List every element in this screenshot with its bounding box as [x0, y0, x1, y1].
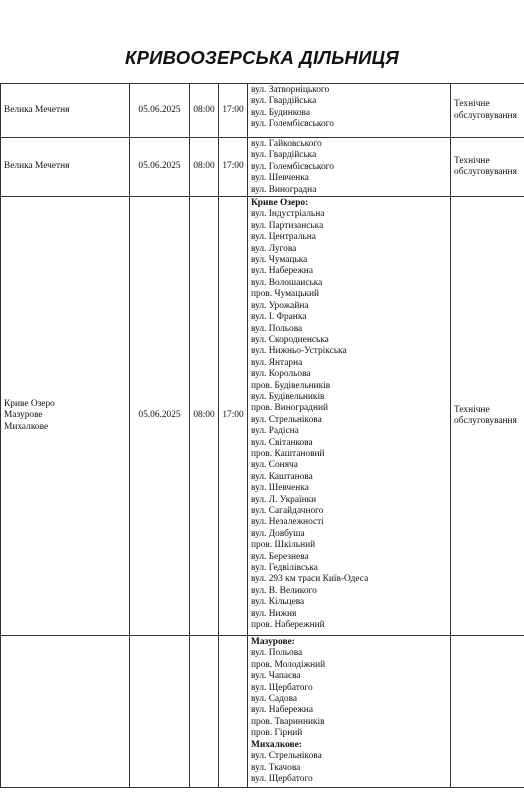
locality-heading: Криве Озеро: [251, 198, 309, 209]
street-item: вул. 293 км траси Київ-Одеса [251, 574, 369, 585]
streets-cell [248, 197, 451, 636]
table-row [1, 138, 524, 197]
settlement-name: Криве Озеро [4, 398, 55, 409]
street-item: вул. Щербатого [251, 773, 313, 784]
date-cell: 05.06.2025 [130, 138, 190, 197]
page-title: КРИВООЗЕРСЬКА ДІЛЬНИЦЯ [125, 47, 399, 68]
date-cell: 05.06.2025 [130, 197, 190, 636]
street-item: вул. Індустріальна [251, 209, 325, 220]
street-item: вул. Партизанська [251, 220, 324, 231]
street-item: вул. Радісна [251, 426, 299, 437]
settlement-cell [1, 84, 130, 138]
street-item: вул. Ткачова [251, 762, 301, 773]
street-item: вул. Гедвілівська [251, 563, 318, 574]
locality-heading: Мазурове: [251, 637, 295, 648]
streets-cell [248, 636, 451, 788]
settlement-name: Велика Мечетня [4, 104, 70, 115]
street-item: вул. Нижньо-Устрікська [251, 346, 347, 357]
street-item: вул. Янтарна [251, 357, 303, 368]
street-item: вул. Стрельнікова [251, 751, 322, 762]
reason-cell: Технічне обслуговування [451, 138, 524, 197]
settlement-cell [1, 197, 130, 636]
reason-cell: Технічне обслуговування [451, 84, 524, 138]
street-item: вул. Гвардійська [251, 150, 317, 161]
street-item: вул. Світанкова [251, 437, 313, 448]
street-item: вул. Центральна [251, 232, 316, 243]
start-time-cell: 08:00 [190, 138, 219, 197]
street-item: вул. Чумацька [251, 255, 308, 266]
street-item: вул. Шевченка [251, 173, 309, 184]
street-item: вул. Садова [251, 694, 298, 705]
street-item: пров. Набережний [251, 620, 325, 631]
street-item: вул. Щербатого [251, 682, 313, 693]
street-item: пров. Каштановий [251, 448, 325, 459]
street-item: вул. Набережна [251, 705, 313, 716]
end-time-cell: 17:00 [219, 138, 248, 197]
street-item: вул. Скородиенська [251, 334, 329, 345]
street-item: вул. В. Великого [251, 585, 317, 596]
reason-cell [451, 636, 524, 788]
street-item: вул. Виноградна [251, 184, 317, 195]
street-item: пров. Гірний [251, 728, 303, 739]
street-item: вул. Польова [251, 648, 303, 659]
street-item: вул. Польова [251, 323, 303, 334]
street-item: вул. Кільцева [251, 597, 305, 608]
street-item: вул. Каштанова [251, 471, 313, 482]
street-item: вул. Соняча [251, 460, 298, 471]
settlement-cell [1, 636, 130, 788]
date-cell [130, 636, 190, 788]
settlement-cell [1, 138, 130, 197]
street-item: пров. Молодіжний [251, 659, 326, 670]
street-item: вул. Гайковського [251, 139, 322, 149]
reason-cell: Технічне обслуговування [451, 197, 524, 636]
start-time-cell: 08:00 [190, 84, 219, 138]
street-item: пров. Шкільний [251, 540, 316, 551]
street-item: вул. Стрельнікова [251, 414, 322, 425]
streets-cell [248, 138, 451, 197]
date-cell: 05.06.2025 [130, 84, 190, 138]
end-time-cell [219, 636, 248, 788]
end-time-cell: 17:00 [219, 197, 248, 636]
street-item: вул. Набережна [251, 266, 313, 277]
street-item: вул. Чапаєва [251, 671, 301, 682]
street-item: вул. Л. Українки [251, 494, 317, 505]
street-item: вул. Гвардійська [251, 96, 317, 107]
street-item: вул. Урожайна [251, 300, 309, 311]
street-item: вул. Корольова [251, 369, 311, 380]
outage-schedule-table [0, 83, 524, 788]
settlement-name: Михалкове [4, 421, 49, 432]
street-item: пров. Тваринників [251, 716, 325, 727]
street-item: вул. Незалежності [251, 517, 324, 528]
street-item: пров. Чумацький [251, 289, 320, 300]
street-item: вул. Будівельників [251, 391, 325, 402]
table-row [1, 84, 524, 138]
street-item: вул. Будинкова [251, 107, 311, 118]
locality-heading: Михалкове: [251, 739, 302, 750]
street-item: вул. І. Франка [251, 312, 307, 323]
settlement-name: Велика Мечетня [4, 161, 70, 172]
street-item: вул. Голембієвського [251, 119, 334, 130]
street-item: вул. Лугова [251, 243, 297, 254]
street-item: вул. Нижня [251, 608, 297, 619]
start-time-cell: 08:00 [190, 197, 219, 636]
street-item: вул. Затворніцького [251, 85, 330, 95]
streets-cell [248, 84, 451, 138]
settlement-name: Мазурове [4, 410, 43, 421]
street-item: пров. Виноградний [251, 403, 328, 414]
end-time-cell: 17:00 [219, 84, 248, 138]
street-item: пров. Будівельників [251, 380, 331, 391]
street-item: вул. Волошаиська [251, 277, 323, 288]
table-row [1, 636, 524, 788]
street-item: вул. Сагайдачного [251, 506, 324, 516]
street-item: вул. Шевченка [251, 483, 309, 494]
street-item: вул. Довбуша [251, 528, 305, 539]
street-item: вул. Голембієвського [251, 161, 334, 172]
start-time-cell [190, 636, 219, 788]
street-item: вул. Березнева [251, 551, 309, 562]
table-row [1, 197, 524, 636]
